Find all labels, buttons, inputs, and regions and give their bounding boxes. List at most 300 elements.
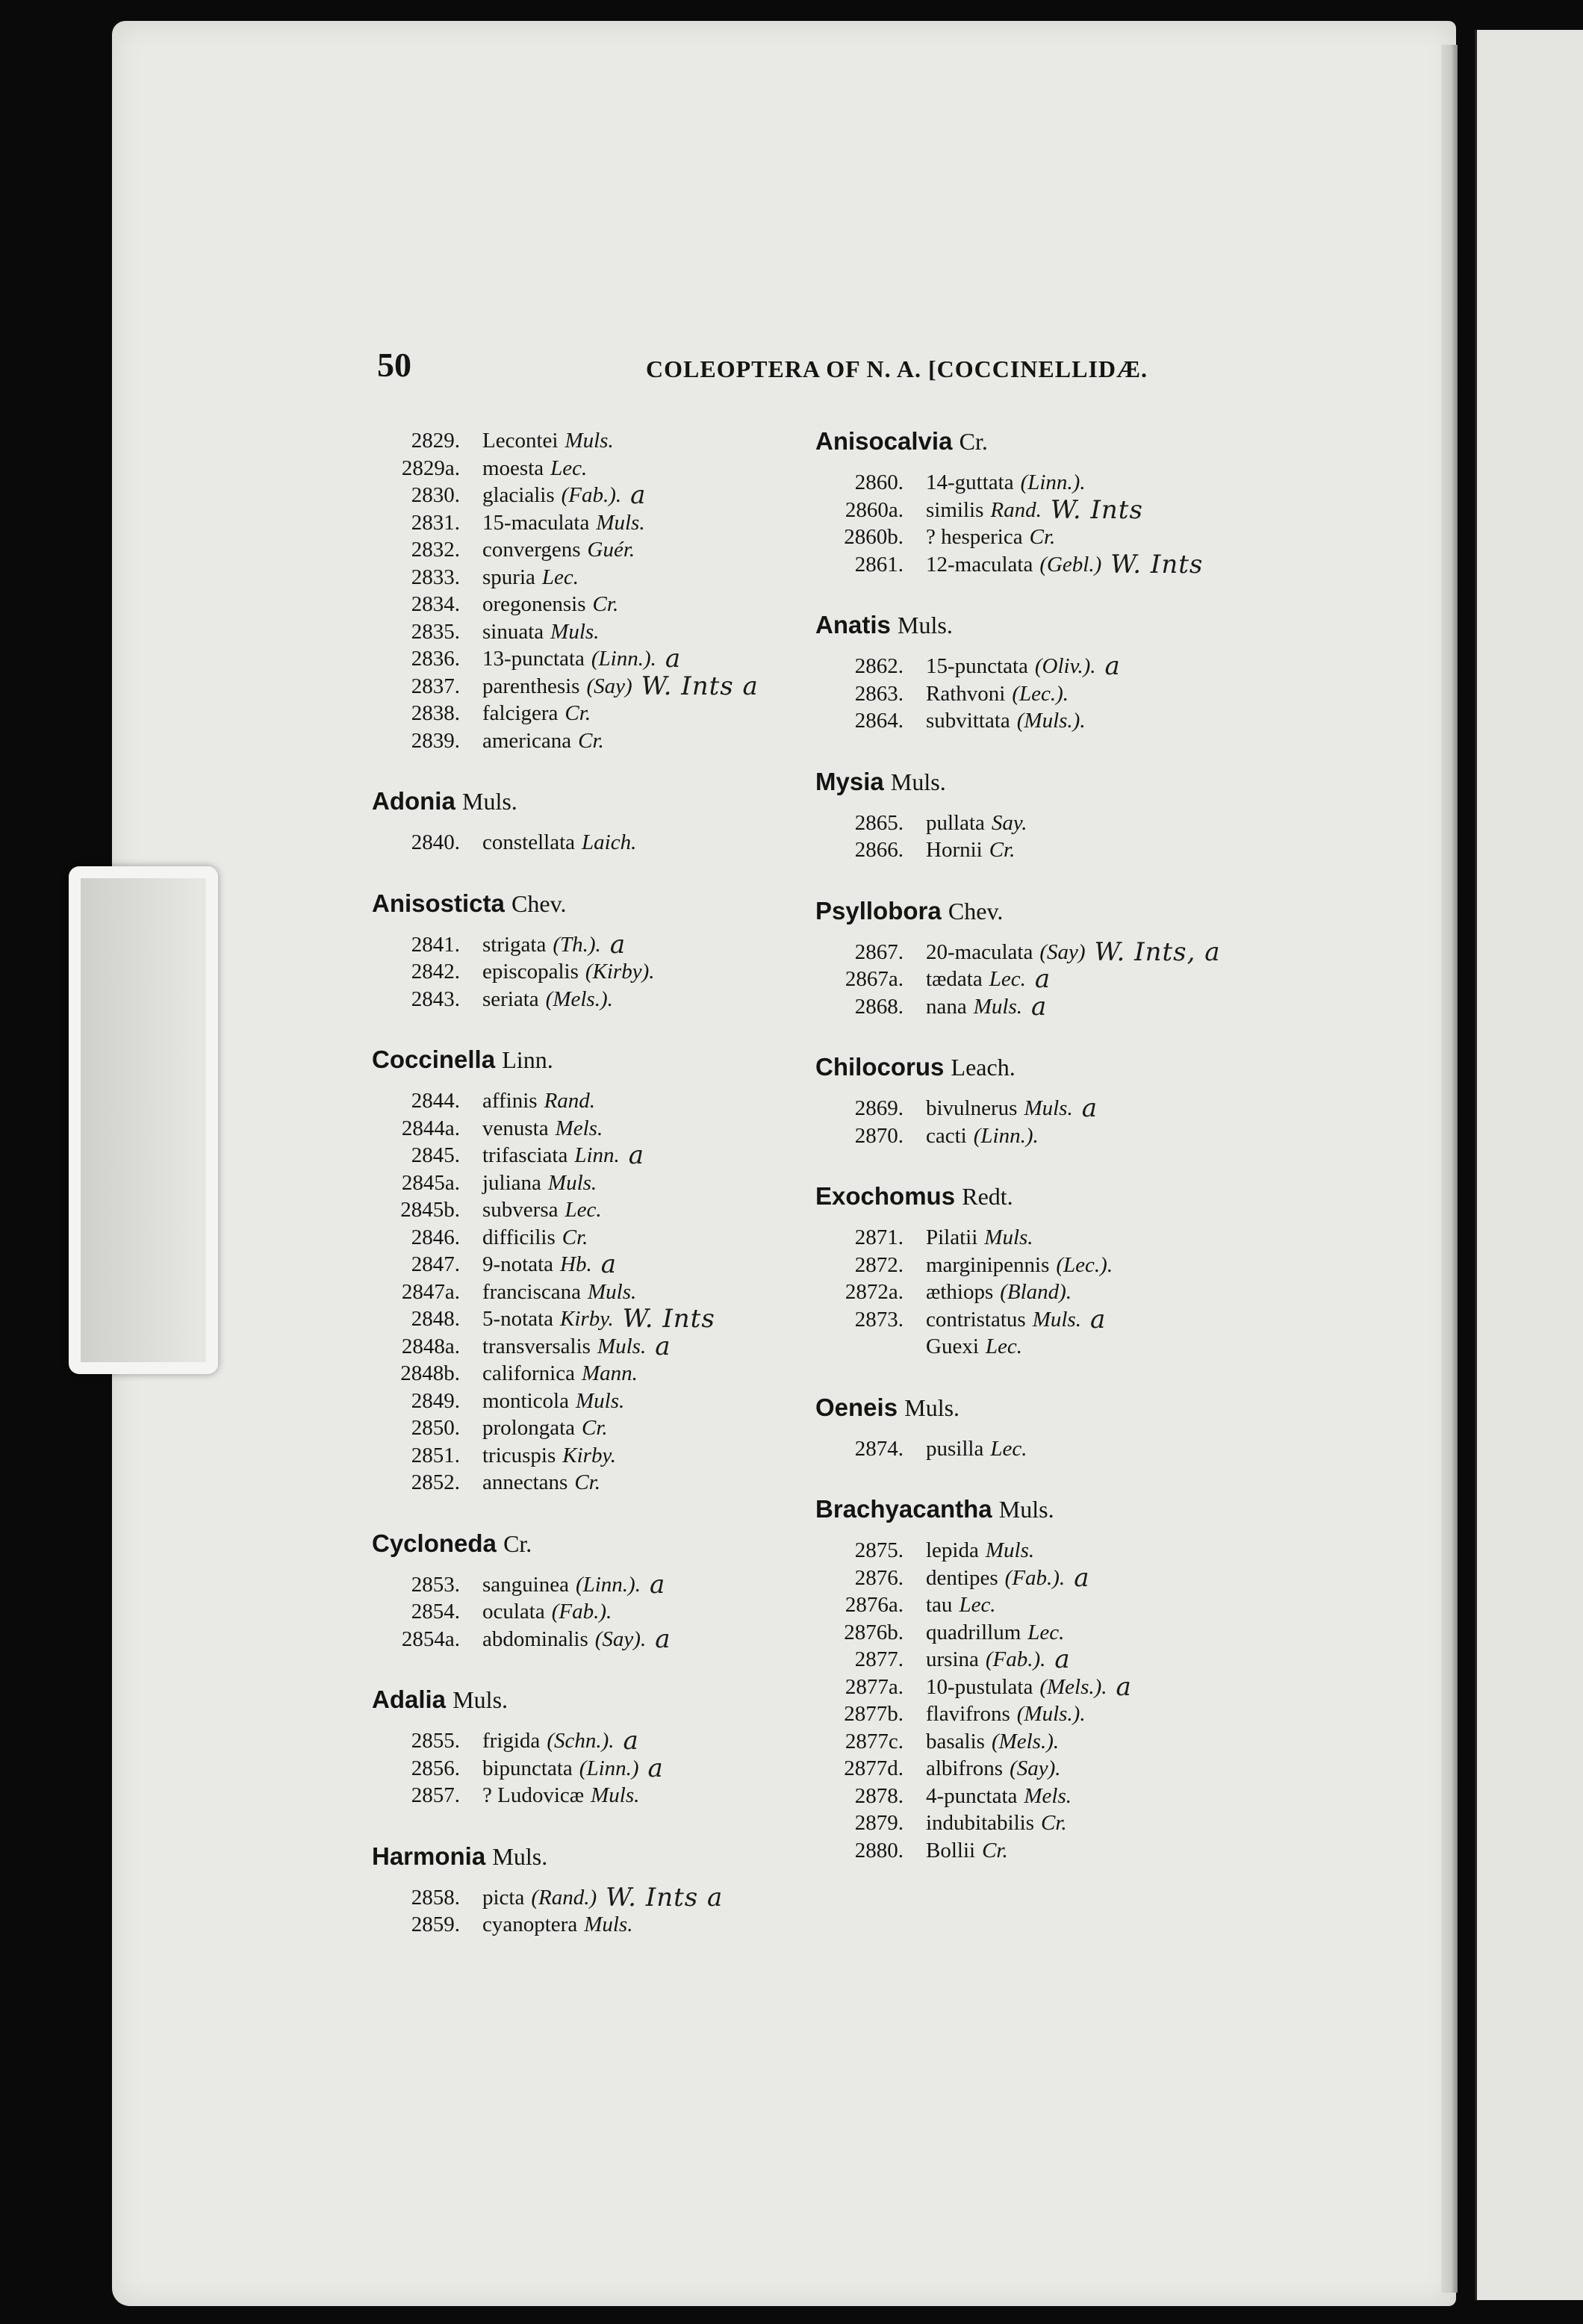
catalog-number: 2874.	[854, 1436, 904, 1461]
page-number: 50	[377, 346, 411, 384]
species-entry	[372, 1388, 790, 1415]
species-name: Bollii	[926, 1838, 976, 1862]
genus-name: Coccinella	[372, 1046, 496, 1073]
species-entry	[815, 707, 1308, 735]
species-name: annectans	[482, 1470, 568, 1494]
genus-heading	[372, 1529, 790, 1558]
species-name: ? Ludovicæ	[482, 1783, 585, 1807]
species-entry	[815, 653, 1308, 680]
catalog-number: 2877a.	[845, 1674, 904, 1699]
species-name: albifrons	[926, 1756, 1004, 1780]
species-name: pusilla	[926, 1436, 984, 1461]
species-author: Linn.	[574, 1143, 620, 1167]
species-name: dentipes	[926, 1565, 998, 1590]
catalog-number: 2837.	[411, 674, 460, 698]
genus-heading	[372, 787, 790, 815]
species-entry	[372, 1142, 790, 1169]
species-name: convergens	[482, 538, 581, 562]
species-name: 9-notata	[482, 1252, 554, 1276]
catalog-number: 2859.	[411, 1913, 460, 1936]
species-name: 4-punctata	[926, 1783, 1018, 1808]
species-name: glacialis	[482, 483, 555, 507]
species-name: bipunctata	[482, 1756, 573, 1780]
catalog-number: 2850.	[411, 1416, 460, 1440]
species-author: Muls.	[550, 619, 600, 644]
species-entry	[372, 645, 790, 673]
species-author: Cr.	[1041, 1811, 1067, 1835]
species-name: ? hesperica	[926, 525, 1023, 549]
running-head: COLEOPTERA OF N. A. [COCCINELLIDÆ.	[646, 355, 1148, 382]
species-entry	[815, 1591, 1308, 1619]
genus-author: Chev.	[948, 897, 1004, 925]
species-entry	[815, 1306, 1308, 1334]
genus-name: Oeneis	[815, 1393, 898, 1421]
species-author: (Oliv.).	[1034, 654, 1096, 678]
species-entry	[815, 1252, 1308, 1279]
species-author: Cr.	[1029, 525, 1056, 549]
handwritten-annotation: W. Ints	[1050, 494, 1143, 525]
species-author: Cr.	[989, 838, 1016, 862]
species-author: (Say)	[1039, 939, 1086, 964]
species-entry	[372, 1087, 790, 1115]
handwritten-annotation: W. Ints	[622, 1304, 715, 1334]
species-author: (Kirby).	[585, 960, 655, 984]
catalog-number: 2847.	[411, 1252, 460, 1276]
species-entry	[815, 1333, 1308, 1361]
species-author: Cr.	[592, 592, 619, 616]
species-entry	[815, 1435, 1308, 1463]
species-name: cacti	[926, 1123, 967, 1148]
species-author: Mann.	[581, 1361, 638, 1385]
catalog-number: 2875.	[854, 1538, 904, 1562]
species-entry	[372, 1305, 790, 1333]
handwritten-annotation: a	[665, 644, 682, 674]
species-entry	[815, 1755, 1308, 1783]
species-entry	[815, 1619, 1308, 1647]
genus-name: Exochomus	[815, 1182, 956, 1210]
species-entry	[372, 1360, 790, 1388]
species-name: basalis	[926, 1729, 985, 1753]
catalog-number: 2868.	[854, 994, 904, 1019]
catalog-number: 2844a.	[401, 1116, 460, 1140]
catalog-number: 2846.	[411, 1225, 460, 1249]
species-entry	[815, 1809, 1308, 1837]
catalog-number: 2851.	[411, 1443, 460, 1467]
species-name: sinuata	[482, 619, 544, 644]
species-author: (Linn.).	[591, 647, 656, 671]
catalog-number: 2845b.	[400, 1198, 460, 1222]
species-entry	[372, 1169, 790, 1197]
species-author: Rand.	[544, 1089, 596, 1113]
catalog-number: 2877.	[854, 1647, 904, 1671]
species-entry	[372, 536, 790, 564]
species-entry	[815, 523, 1308, 551]
catalog-number: 2847a.	[401, 1279, 460, 1304]
species-entry	[372, 482, 790, 509]
genus-section	[372, 427, 790, 754]
genus-heading	[372, 1046, 790, 1074]
species-author: Muls.	[985, 1538, 1035, 1562]
species-name: californica	[482, 1361, 575, 1385]
species-entry	[372, 1469, 790, 1497]
catalog-number: 2858.	[411, 1885, 460, 1910]
species-author: Rand.	[990, 497, 1042, 522]
species-name: contristatus	[926, 1307, 1026, 1332]
catalog-number: 2836.	[411, 647, 460, 671]
catalog-number: 2876a.	[845, 1593, 904, 1617]
species-name: affinis	[482, 1089, 538, 1113]
species-author: Guér.	[587, 538, 635, 562]
genus-author: Muls.	[904, 1394, 960, 1421]
genus-name: Harmonia	[372, 1842, 486, 1870]
species-author: (Muls.).	[1016, 709, 1086, 733]
genus-section	[815, 427, 1308, 578]
catalog-number: 2880.	[854, 1838, 904, 1862]
species-author: Lec.	[985, 1335, 1022, 1358]
genus-author: Cr.	[959, 428, 988, 455]
species-name: subversa	[482, 1198, 559, 1222]
catalog-number: 2865.	[854, 810, 904, 835]
species-entry	[372, 727, 790, 755]
species-author: Muls.	[984, 1225, 1033, 1249]
species-entry	[372, 1224, 790, 1252]
species-author: (Fab.).	[1004, 1565, 1066, 1590]
species-entry	[815, 1783, 1308, 1810]
species-name: 13-punctata	[482, 647, 585, 671]
genus-author: Linn.	[502, 1046, 553, 1073]
catalog-number: 2845a.	[401, 1170, 460, 1195]
catalog-number: 2877b.	[844, 1702, 904, 1726]
species-name: tau	[926, 1593, 953, 1617]
species-name: 5-notata	[482, 1307, 554, 1331]
catalog-number: 2842.	[411, 960, 460, 984]
handwritten-annotation: a	[628, 1140, 645, 1170]
species-author: Muls.	[1032, 1307, 1081, 1332]
genus-section	[815, 768, 1308, 864]
species-name: flavifrons	[926, 1702, 1010, 1726]
species-name: frigida	[482, 1729, 541, 1753]
species-entry	[815, 936, 1308, 967]
genus-name: Brachyacantha	[815, 1495, 992, 1523]
catalog-number: 2879.	[854, 1811, 904, 1835]
species-author: Lec.	[959, 1593, 996, 1617]
catalog-number: 2834.	[411, 592, 460, 616]
species-name: bivulnerus	[926, 1096, 1018, 1120]
species-entry	[372, 509, 790, 537]
species-entry	[372, 1755, 790, 1783]
genus-section	[815, 897, 1308, 1021]
species-entry	[815, 1671, 1308, 1702]
species-author: (Linn.).	[1020, 470, 1086, 494]
catalog-number: 2860.	[854, 470, 904, 494]
species-author: (Gebl.)	[1039, 552, 1102, 577]
genus-author: Muls.	[452, 1686, 509, 1713]
catalog-number: 2862.	[854, 654, 904, 678]
catalog-number: 2841.	[411, 932, 460, 957]
catalog-number: 2876b.	[844, 1620, 904, 1644]
species-author: (Fab.).	[985, 1647, 1046, 1671]
catalog-number: 2857.	[411, 1783, 460, 1807]
catalog-number: 2866.	[854, 838, 904, 862]
species-entry	[815, 551, 1308, 579]
species-entry	[372, 564, 790, 591]
catalog-number: 2854a.	[401, 1627, 460, 1651]
page-edge	[1441, 45, 1458, 2293]
species-author: (Rand.)	[531, 1885, 597, 1910]
species-entry	[815, 1095, 1308, 1122]
species-entry	[815, 836, 1308, 864]
genus-name: Anatis	[815, 611, 891, 639]
species-entry	[815, 810, 1308, 837]
species-author: (Lec.).	[1056, 1252, 1113, 1277]
handwritten-annotation: a	[1081, 1093, 1098, 1123]
catalog-number: 2848a.	[401, 1334, 460, 1358]
catalog-number: 2877d.	[844, 1756, 904, 1780]
genus-heading	[372, 1685, 790, 1714]
catalog-number: 2848b.	[400, 1361, 460, 1385]
species-author: (Bland).	[1000, 1280, 1072, 1304]
page-header	[377, 345, 1273, 397]
species-name: 12-maculata	[926, 552, 1033, 577]
species-name: franciscana	[482, 1279, 582, 1304]
catalog-number: 2864.	[854, 709, 904, 733]
species-entry	[815, 1224, 1308, 1252]
species-entry	[815, 680, 1308, 708]
handwritten-annotation: a	[1031, 991, 1048, 1022]
genus-section	[815, 1053, 1308, 1149]
adjacent-page	[1475, 30, 1583, 2300]
species-entry	[372, 673, 790, 700]
species-entry	[372, 1727, 790, 1755]
species-entry	[815, 469, 1308, 497]
species-author: Laich.	[582, 830, 637, 854]
species-author: (Linn.).	[575, 1572, 641, 1597]
species-name: cyanoptera	[482, 1913, 578, 1936]
species-name: Pilatii	[926, 1225, 978, 1249]
species-name: ursina	[926, 1647, 979, 1671]
catalog-number: 2860a.	[845, 497, 904, 522]
handwritten-annotation: a	[1074, 1562, 1090, 1593]
catalog-number: 2835.	[411, 619, 460, 644]
species-entry	[372, 1414, 790, 1442]
catalog-number: 2872a.	[845, 1280, 904, 1304]
species-author: (Fab.).	[561, 483, 622, 507]
species-entry	[372, 1911, 790, 1939]
genus-author: Muls.	[890, 768, 946, 795]
species-author: Lec.	[989, 967, 1026, 991]
species-entry	[815, 1837, 1308, 1865]
species-name: Lecontei	[482, 429, 559, 453]
species-entry	[815, 1537, 1308, 1565]
genus-author: Muls.	[492, 1842, 548, 1870]
catalog-number: 2839.	[411, 728, 460, 753]
catalog-number: 2867.	[854, 939, 904, 964]
species-entry	[372, 958, 790, 986]
genus-name: Anisosticta	[372, 889, 505, 917]
species-name: juliana	[482, 1170, 541, 1195]
handwritten-annotation: W. Ints, a	[1094, 936, 1221, 967]
genus-name: Anisocalvia	[815, 427, 953, 455]
species-name: æthiops	[926, 1280, 994, 1304]
species-author: Muls.	[1024, 1096, 1073, 1120]
handwritten-annotation: W. Ints	[1110, 549, 1204, 580]
species-entry	[372, 986, 790, 1013]
species-entry	[372, 829, 790, 857]
catalog-number: 2867a.	[845, 967, 904, 991]
catalog-number: 2873.	[854, 1307, 904, 1332]
species-name: 15-punctata	[926, 654, 1028, 678]
species-entry	[372, 1782, 790, 1809]
species-name: oregonensis	[482, 592, 586, 616]
left-column	[372, 427, 790, 1972]
species-name: 20-maculata	[926, 939, 1033, 964]
catalog-number: 2876.	[854, 1565, 904, 1590]
species-author: Muls.	[973, 994, 1022, 1019]
genus-name: Adalia	[372, 1685, 447, 1713]
species-author: Muls.	[565, 429, 614, 453]
catalog-number: 2877c.	[845, 1729, 904, 1753]
genus-author: Redt.	[962, 1183, 1013, 1210]
species-entry	[815, 1122, 1308, 1150]
catalog-number: 2878.	[854, 1783, 904, 1808]
species-entry	[815, 1646, 1308, 1674]
species-name: 15-maculata	[482, 510, 590, 535]
genus-heading	[815, 1182, 1308, 1211]
species-name: moesta	[482, 456, 544, 480]
species-name: parenthesis	[482, 674, 580, 698]
species-entry	[815, 1728, 1308, 1756]
species-entry	[372, 591, 790, 618]
species-entry	[372, 1884, 790, 1912]
species-name: seriata	[482, 987, 539, 1011]
species-entry	[372, 1598, 790, 1626]
species-entry	[372, 1196, 790, 1224]
handwritten-annotation: a	[1116, 1671, 1132, 1702]
species-name: trifasciata	[482, 1143, 568, 1167]
species-author: Muls.	[584, 1913, 633, 1936]
genus-author: Muls.	[462, 788, 517, 815]
species-name: similis	[926, 497, 984, 522]
catalog-number: 2854.	[411, 1600, 460, 1624]
species-name: prolongata	[482, 1416, 576, 1440]
species-author: Lec.	[541, 565, 579, 589]
handwritten-annotation: a	[630, 480, 647, 510]
species-entry	[372, 1571, 790, 1599]
species-author: (Th.).	[553, 932, 601, 957]
genus-section	[815, 611, 1308, 735]
species-author: Lec.	[565, 1198, 602, 1222]
species-author: Cr.	[574, 1470, 601, 1494]
species-entry	[815, 966, 1308, 993]
catalog-number: 2848.	[411, 1307, 460, 1331]
species-author: Muls.	[597, 1334, 647, 1358]
species-name: Hornii	[926, 838, 983, 862]
species-author: Cr.	[578, 728, 604, 753]
catalog-number: 2852.	[411, 1470, 460, 1494]
species-name: tædata	[926, 967, 983, 991]
handwritten-annotation: a	[1034, 964, 1051, 994]
species-author: (Muls.).	[1016, 1702, 1086, 1726]
species-name: subvittata	[926, 709, 1010, 733]
species-name: constellata	[482, 830, 576, 854]
species-author: (Linn.).	[973, 1123, 1039, 1148]
species-name: tricuspis	[482, 1443, 556, 1467]
genus-section	[372, 1685, 790, 1809]
catalog-number: 2830.	[411, 483, 460, 507]
species-entry	[815, 1562, 1308, 1593]
handwritten-annotation: a	[647, 1753, 664, 1783]
species-name: 14-guttata	[926, 470, 1014, 494]
species-author: Cr.	[562, 1225, 588, 1249]
species-entry	[815, 993, 1308, 1021]
species-name: 10-pustulata	[926, 1674, 1033, 1699]
species-author: Muls.	[547, 1170, 597, 1195]
handwritten-annotation: a	[1054, 1644, 1071, 1674]
handwritten-annotation: a	[600, 1249, 617, 1279]
catalog-number: 2840.	[411, 830, 460, 854]
species-author: (Mels.).	[545, 987, 613, 1011]
genus-heading	[815, 1495, 1308, 1523]
genus-section	[815, 1394, 1308, 1463]
handwritten-annotation: a	[655, 1331, 671, 1361]
species-entry	[372, 931, 790, 959]
handwritten-annotation: a	[655, 1624, 671, 1654]
species-name: quadrillum	[926, 1620, 1021, 1644]
catalog-number: 2845.	[411, 1143, 460, 1167]
species-author: Lec.	[1027, 1620, 1065, 1644]
species-author: (Mels.).	[1039, 1674, 1107, 1699]
genus-name: Mysia	[815, 767, 884, 795]
catalog-number: 2871.	[854, 1225, 904, 1249]
genus-section	[372, 787, 790, 857]
species-author: (Say).	[594, 1627, 647, 1651]
genus-heading	[372, 889, 790, 918]
species-entry	[372, 1278, 790, 1306]
catalog-number: 2870.	[854, 1123, 904, 1148]
genus-name: Chilocorus	[815, 1053, 945, 1081]
catalog-number: 2856.	[411, 1756, 460, 1780]
species-author: (Linn.)	[579, 1756, 639, 1780]
genus-section	[372, 1842, 790, 1939]
species-author: Lec.	[990, 1436, 1027, 1461]
species-entry	[372, 1442, 790, 1470]
species-name: monticola	[482, 1388, 569, 1413]
species-author: (Say)	[586, 674, 632, 698]
species-author: Muls.	[575, 1388, 625, 1413]
catalog-number: 2849.	[411, 1388, 460, 1413]
handwritten-annotation: a	[623, 1726, 639, 1756]
species-name: marginipennis	[926, 1252, 1050, 1277]
species-name: Rathvoni	[926, 681, 1006, 706]
species-author: Kirby.	[562, 1443, 616, 1467]
species-entry	[815, 1278, 1308, 1306]
catalog-number: 2829.	[411, 429, 460, 453]
catalog-number: 2833.	[411, 565, 460, 589]
handwritten-annotation: a	[1089, 1304, 1107, 1335]
species-entry	[372, 1333, 790, 1361]
genus-heading	[815, 1053, 1308, 1081]
species-author: Say.	[991, 810, 1027, 835]
species-author: Cr.	[582, 1416, 608, 1440]
genus-heading	[815, 897, 1308, 925]
catalog-number: 2838.	[411, 701, 460, 725]
species-entry	[372, 455, 790, 482]
genus-section	[815, 1182, 1308, 1361]
species-author: (Fab.).	[551, 1600, 612, 1624]
species-name: nana	[926, 994, 967, 1019]
species-name: pullata	[926, 810, 985, 835]
catalog-number: 2853.	[411, 1572, 460, 1597]
